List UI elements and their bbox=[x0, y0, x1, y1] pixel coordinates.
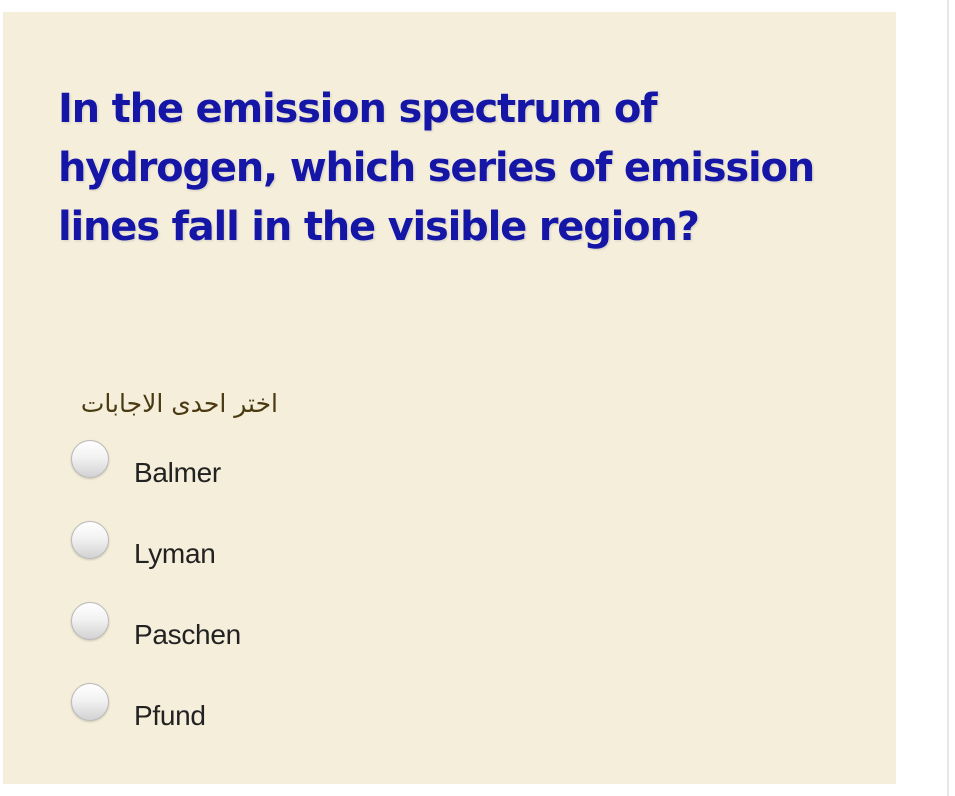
answer-option-paschen[interactable] bbox=[71, 602, 471, 683]
radio-button[interactable] bbox=[71, 440, 109, 478]
question-card bbox=[3, 12, 896, 784]
option-label[interactable]: Paschen bbox=[134, 619, 241, 650]
radio-button[interactable] bbox=[71, 602, 109, 640]
option-label[interactable]: Pfund bbox=[134, 700, 206, 731]
option-label[interactable]: Balmer bbox=[134, 457, 221, 488]
answer-option-pfund[interactable] bbox=[71, 683, 471, 764]
answer-options bbox=[71, 440, 471, 764]
question-text: In the emission spectrum of hydrogen, which series of emission lines fall in the visible region? bbox=[58, 86, 815, 250]
answer-option-lyman[interactable] bbox=[71, 521, 471, 602]
scroll-edge-divider bbox=[947, 0, 949, 796]
answer-prompt: اختر احدى الاجابات bbox=[80, 389, 278, 418]
radio-button[interactable] bbox=[71, 521, 109, 559]
answer-option-balmer[interactable] bbox=[71, 440, 471, 521]
option-label[interactable]: Lyman bbox=[134, 538, 216, 569]
radio-button[interactable] bbox=[71, 683, 109, 721]
